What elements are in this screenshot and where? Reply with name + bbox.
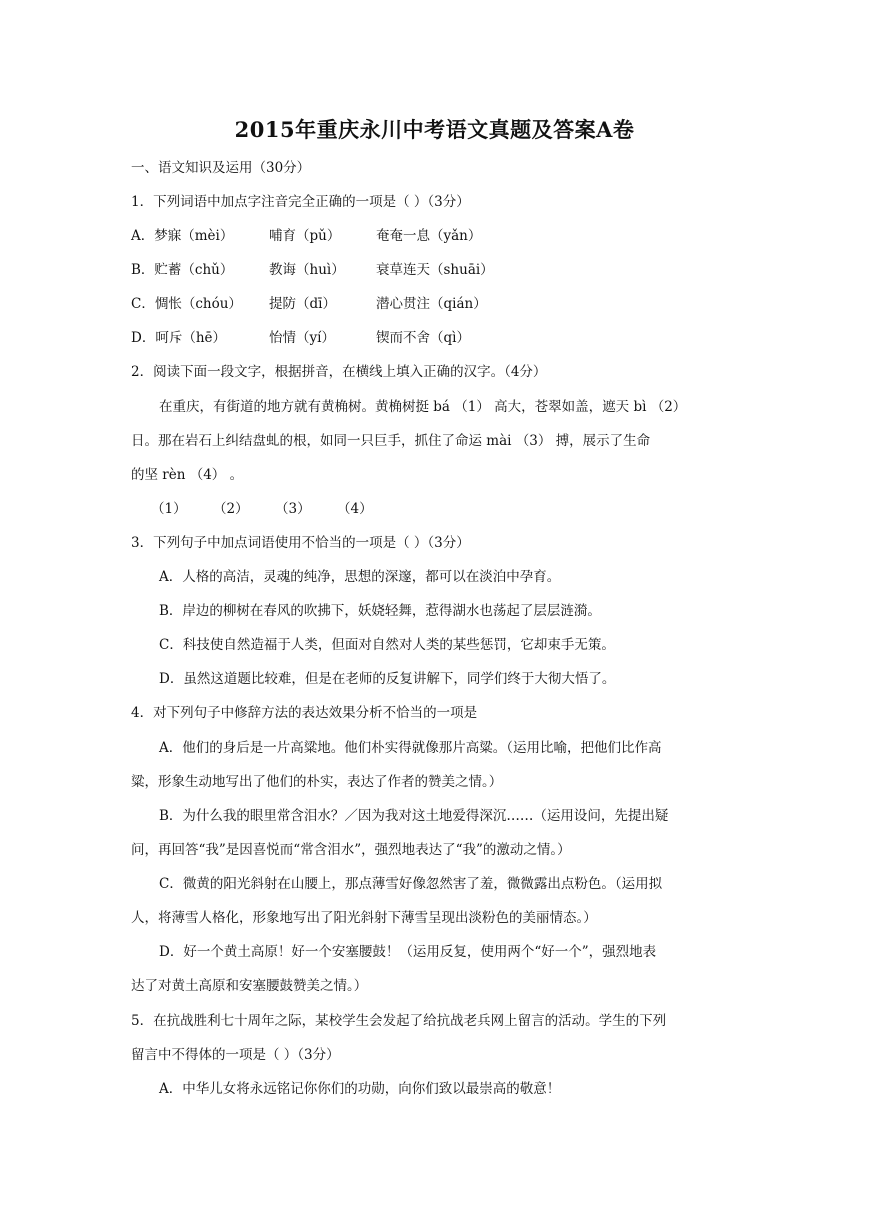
q2-paragraph-line: 日。那在岩石上纠结盘虬的根，如同一只巨手，抓住了命运 mài （3） 搏，展示了生命 bbox=[131, 433, 651, 449]
q2-blank-label: （3） bbox=[275, 501, 311, 517]
q1-option-c-word3: 潜心贯注（qián） bbox=[376, 296, 487, 312]
q4-option-line: B．为什么我的眼里常含泪水？／因为我对这土地爱得深沉……（运用设问，先提出疑 bbox=[159, 808, 669, 824]
q4-option-line: C．微黄的阳光斜射在山腰上，那点薄雪好像忽然害了羞，微微露出点粉色。（运用拟 bbox=[159, 876, 663, 892]
question-5-stem-cont: 留言中不得体的一项是（ ）（3分） bbox=[131, 1047, 340, 1063]
document-title: 2015年重庆永川中考语文真题及答案A卷 bbox=[234, 117, 635, 142]
q1-option-c-word2: 提防（dī） bbox=[269, 296, 336, 312]
q5-option-a: A．中华儿女将永远铭记你你们的功勋，向你们致以最崇高的敬意！ bbox=[159, 1081, 561, 1097]
q1-option-b-word3: 衰草连天（shuāi） bbox=[376, 262, 494, 278]
q3-option-c: C．科技使自然造福于人类，但面对自然对人类的某些惩罚，它却束手无策。 bbox=[159, 637, 615, 653]
question-3-stem: 3．下列句子中加点词语使用不恰当的一项是（ ）（3分） bbox=[131, 535, 470, 551]
question-2-stem: 2．阅读下面一段文字，根据拼音，在横线上填入正确的汉字。（4分） bbox=[131, 364, 547, 380]
q3-option-d: D．虽然这道题比较难，但是在老师的反复讲解下，同学们终于大彻大悟了。 bbox=[159, 671, 616, 687]
q1-option-d-word2: 怡情（yí） bbox=[269, 330, 335, 346]
q1-option-b-word2: 教诲（huì） bbox=[269, 262, 345, 278]
q1-option-a-word1: A．梦寐（mèi） bbox=[131, 228, 234, 244]
question-4-stem: 4．对下列句子中修辞方法的表达效果分析不恰当的一项是 bbox=[131, 705, 478, 721]
q4-option-line: 达了对黄土高原和安塞腰鼓赞美之情。） bbox=[131, 978, 368, 994]
q2-blank-label: （4） bbox=[337, 501, 373, 517]
q1-option-a-word3: 奄奄一息（yǎn） bbox=[376, 228, 482, 244]
q1-option-a-word2: 哺育（pǔ） bbox=[269, 228, 341, 244]
q4-option-line: 粱，形象生动地写出了他们的朴实，表达了作者的赞美之情。） bbox=[131, 774, 503, 790]
q2-paragraph-line: 的坚 rèn （4） 。 bbox=[131, 467, 244, 483]
question-5-stem: 5．在抗战胜利七十周年之际，某校学生会发起了给抗战老兵网上留言的活动。学生的下列 bbox=[131, 1013, 667, 1029]
q3-option-b: B．岸边的柳树在春风的吹拂下，妖娆轻舞，惹得湖水也荡起了层层涟漪。 bbox=[159, 603, 601, 619]
q1-option-b-word1: B．贮蓄（chǔ） bbox=[131, 262, 234, 278]
q4-option-line: A．他们的身后是一片高粱地。他们朴实得就像那片高粱。（运用比喻，把他们比作高 bbox=[159, 740, 662, 756]
q4-option-line: D．好一个黄土高原！好一个安塞腰鼓！（运用反复，使用两个“好一个”，强烈地表 bbox=[159, 944, 657, 960]
q2-answer-blanks bbox=[151, 499, 399, 519]
q2-paragraph-line: 在重庆，有街道的地方就有黄桷树。黄桷树挺 bá （1） 高大，苍翠如盖，遮天 bì （2） bbox=[159, 399, 687, 415]
q1-option-d-word1: D．呵斥（hē） bbox=[131, 330, 227, 346]
q3-option-a: A．人格的高洁，灵魂的纯净，思想的深邃，都可以在淡泊中孕育。 bbox=[159, 569, 561, 585]
question-1-stem: 1．下列词语中加点字注音完全正确的一项是（ ）（3分） bbox=[131, 194, 470, 210]
q1-option-d-word3: 锲而不舍（qì） bbox=[376, 330, 470, 346]
q2-blank-label: （2） bbox=[213, 501, 249, 517]
section-heading: 一、语文知识及运用（30分） bbox=[131, 160, 311, 176]
q4-option-line: 人，将薄雪人格化，形象地写出了阳光斜射下薄雪呈现出淡粉色的美丽情态。） bbox=[131, 910, 597, 926]
q2-blank-label: （1） bbox=[151, 501, 187, 517]
q4-option-line: 问，再回答“我”是因喜悦而“常含泪水”，强烈地表达了“我”的激动之情。） bbox=[131, 842, 571, 858]
q1-option-c-word1: C．惆怅（chóu） bbox=[131, 296, 242, 312]
